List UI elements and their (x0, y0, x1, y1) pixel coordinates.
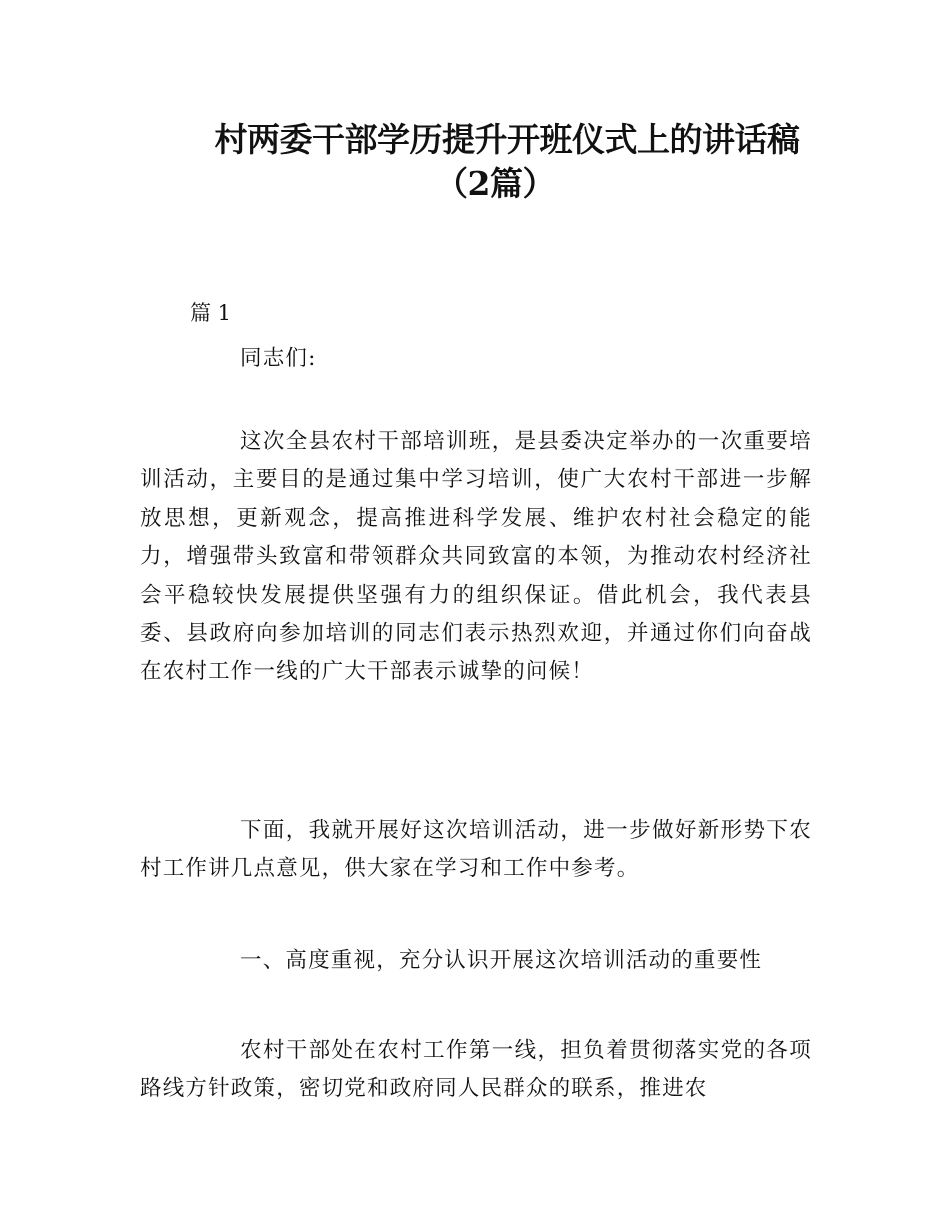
paragraph: 下面，我就开展好这次培训活动，进一步做好新形势下农村工作讲几点意见，供大家在学习和工作中参考。 (140, 818, 812, 882)
section-label: 篇 1 (190, 301, 232, 325)
document-title: 村两委干部学历提升开班仪式上的讲话稿 (214, 120, 800, 159)
section-heading: 一、高度重视，充分认识开展这次培训活动的重要性 (240, 948, 763, 973)
paragraph: 这次全县农村干部培训班，是县委决定举办的一次重要培训活动，主要目的是通过集中学习培训，使广大农村干部进一步解放思想，更新观念，提高推进科学发展、维护农村社会稳定的能力，增强带头致富和带领群众共同致富的本领，为推动农村经济社会平稳较快发展提供坚强有力的组织保证。借此机会，我代表县委、县政府向参加培训的同志们表示热烈欢迎，并通过你们向奋战在农村工作一线的广大干部表示诚挚的问候！ (140, 429, 812, 685)
greeting: 同志们: (240, 346, 317, 371)
document-title-subtitle: （2篇） (435, 164, 555, 203)
paragraph: 农村干部处在农村工作第一线，担负着贯彻落实党的各项路线方针政策，密切党和政府同人民群众的联系，推进农 (140, 1038, 812, 1102)
